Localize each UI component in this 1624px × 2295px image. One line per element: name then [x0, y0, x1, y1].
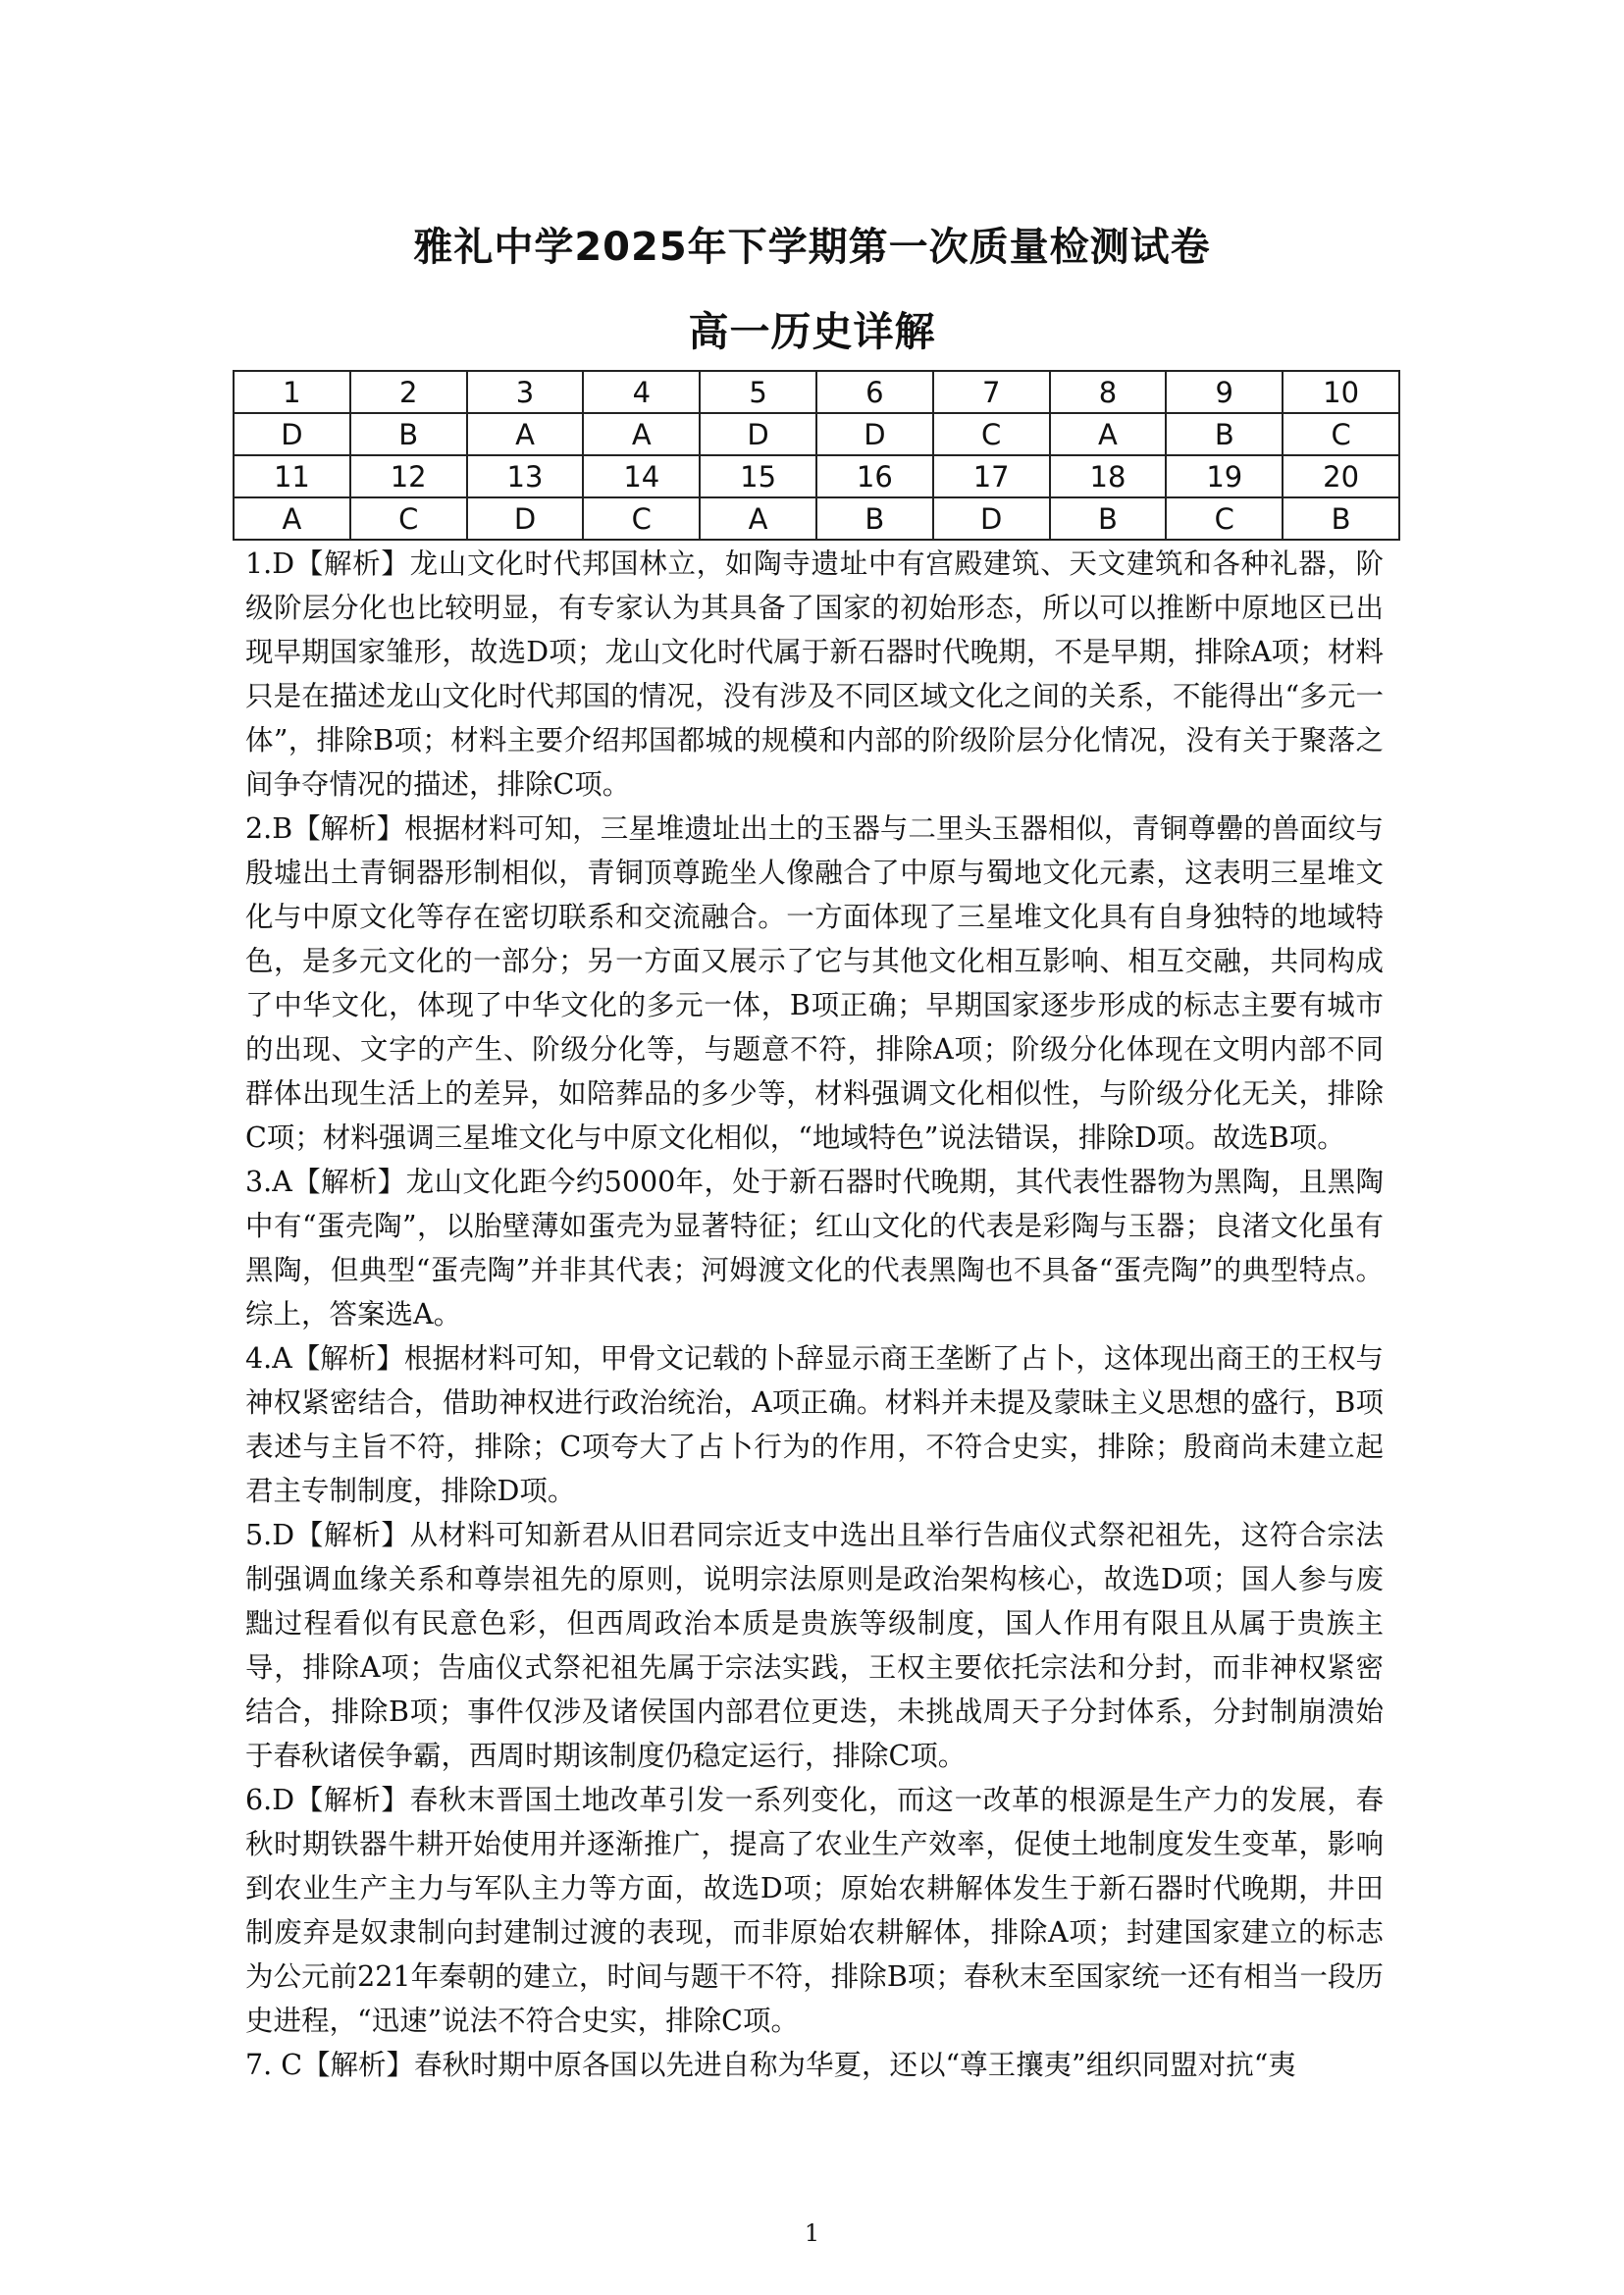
- explanation-paragraph: 7. C【解析】春秋时期中原各国以先进自称为华夏，还以“尊王攘夷”组织同盟对抗“夷: [245, 2049, 1296, 2081]
- table-cell: 13: [467, 455, 584, 497]
- table-cell: 18: [1050, 455, 1167, 497]
- table-cell: 17: [933, 455, 1050, 497]
- table-cell: 2: [350, 371, 467, 413]
- table-cell: 12: [350, 455, 467, 497]
- table-cell: C: [1166, 497, 1283, 540]
- table-cell: 5: [700, 371, 816, 413]
- document-title: 雅礼中学2025年下学期第一次质量检测试卷: [413, 225, 1211, 270]
- table-cell: B: [1050, 497, 1167, 540]
- table-cell: B: [1166, 413, 1283, 455]
- page-number: 1: [804, 2219, 820, 2247]
- explanation-paragraph: 1.D【解析】龙山文化时代邦国林立，如陶寺遗址中有宫殿建筑、天文建筑和各种礼器，阶级阶层分化也比较明显，有专家认为其具备了国家的初始形态，所以可以推断中原地区已出现早期国家雏形，故选D项；龙山文化时代属于新石器时代晚期，不是早期，排除A项；材料只是在描述龙山文化时代邦国的情况，没有涉及不同区域文化之间的关系，不能得出“多元一体”，排除B项；材料主要介绍邦国都城的规模和内部的阶级阶层分化情况，没有关于聚落之间争夺情况的描述，排除C项。: [245, 548, 1384, 801]
- answer-table: [233, 370, 1400, 541]
- table-cell: 4: [583, 371, 700, 413]
- document-subtitle: 高一历史详解: [688, 308, 936, 355]
- table-cell: D: [234, 413, 350, 455]
- table-cell: D: [816, 413, 933, 455]
- table-cell: 15: [700, 455, 816, 497]
- answer-table-number-row: [234, 371, 1399, 413]
- table-cell: B: [350, 413, 467, 455]
- answer-table-answer-row: [234, 413, 1399, 455]
- explanation-paragraph: 6.D【解析】春秋末晋国土地改革引发一系列变化，而这一改革的根源是生产力的发展，春秋时期铁器牛耕开始使用并逐渐推广，提高了农业生产效率，促使土地制度发生变革，影响到农业生产主力与军队主力等方面，故选D项；原始农耕解体发生于新石器时代晚期，井田制废弃是奴隶制向封建制过渡的表现，而非原始农耕解体，排除A项；封建国家建立的标志为公元前221年秦朝的建立，时间与题干不符，排除B项；春秋末至国家统一还有相当一段历史进程，“迅速”说法不符合史实，排除C项。: [245, 1784, 1384, 2037]
- table-cell: 7: [933, 371, 1050, 413]
- table-cell: A: [234, 497, 350, 540]
- table-cell: A: [1050, 413, 1167, 455]
- table-cell: B: [1283, 497, 1399, 540]
- table-cell: B: [816, 497, 933, 540]
- table-cell: 20: [1283, 455, 1399, 497]
- explanation-paragraph: 2.B【解析】根据材料可知，三星堆遗址出土的玉器与二里头玉器相似，青铜尊罍的兽面纹与殷墟出土青铜器形制相似，青铜顶尊跪坐人像融合了中原与蜀地文化元素，这表明三星堆文化与中原文化等存在密切联系和交流融合。一方面体现了三星堆文化具有自身独特的地域特色，是多元文化的一部分；另一方面又展示了它与其他文化相互影响、相互交融，共同构成了中华文化，体现了中华文化的多元一体，B项正确；早期国家逐步形成的标志主要有城市的出现、文字的产生、阶级分化等，与题意不符，排除A项；阶级分化体现在文明内部不同群体出现生活上的差异，如陪葬品的多少等，材料强调文化相似性，与阶级分化无关，排除C项；材料强调三星堆文化与中原文化相似，“地域特色”说法错误，排除D项。故选B项。: [245, 812, 1384, 1154]
- table-cell: 8: [1050, 371, 1167, 413]
- table-cell: A: [583, 413, 700, 455]
- table-cell: C: [583, 497, 700, 540]
- explanation-paragraph: 5.D【解析】从材料可知新君从旧君同宗近支中选出且举行告庙仪式祭祀祖先，这符合宗法制强调血缘关系和尊崇祖先的原则，说明宗法原则是政治架构核心，故选D项；国人参与废黜过程看似有民意色彩，但西周政治本质是贵族等级制度，国人作用有限且从属于贵族主导，排除A项；告庙仪式祭祀祖先属于宗法实践，王权主要依托宗法和分封，而非神权紧密结合，排除B项；事件仅涉及诸侯国内部君位更迭，未挑战周天子分封体系，分封制崩溃始于春秋诸侯争霸，西周时期该制度仍稳定运行，排除C项。: [245, 1519, 1384, 1772]
- explanation-paragraph: 4.A【解析】根据材料可知，甲骨文记载的卜辞显示商王垄断了占卜，这体现出商王的王权与神权紧密结合，借助神权进行政治统治，A项正确。材料并未提及蒙昧主义思想的盛行，B项表述与主旨不符，排除；C项夸大了占卜行为的作用，不符合史实，排除；殷商尚未建立起君主专制制度，排除D项。: [245, 1342, 1384, 1507]
- table-cell: D: [467, 497, 584, 540]
- table-cell: 6: [816, 371, 933, 413]
- table-cell: C: [1283, 413, 1399, 455]
- table-cell: 19: [1166, 455, 1283, 497]
- table-cell: 9: [1166, 371, 1283, 413]
- table-cell: 1: [234, 371, 350, 413]
- table-cell: 11: [234, 455, 350, 497]
- answer-table-answer-row: [234, 497, 1399, 540]
- table-cell: C: [933, 413, 1050, 455]
- answer-table-number-row: [234, 455, 1399, 497]
- table-cell: 16: [816, 455, 933, 497]
- table-cell: D: [700, 413, 816, 455]
- table-cell: C: [350, 497, 467, 540]
- table-cell: D: [933, 497, 1050, 540]
- table-cell: 14: [583, 455, 700, 497]
- table-cell: A: [700, 497, 816, 540]
- table-cell: 10: [1283, 371, 1399, 413]
- table-cell: 3: [467, 371, 584, 413]
- explanation-paragraph: 3.A【解析】龙山文化距今约5000年，处于新石器时代晚期，其代表性器物为黑陶，且黑陶中有“蛋壳陶”，以胎壁薄如蛋壳为显著特征；红山文化的代表是彩陶与玉器；良渚文化虽有黑陶，但典型“蛋壳陶”并非其代表；河姆渡文化的代表黑陶也不具备“蛋壳陶”的典型特点。综上，答案选A。: [245, 1166, 1384, 1330]
- table-cell: A: [467, 413, 584, 455]
- explanation-body: [245, 542, 1384, 2087]
